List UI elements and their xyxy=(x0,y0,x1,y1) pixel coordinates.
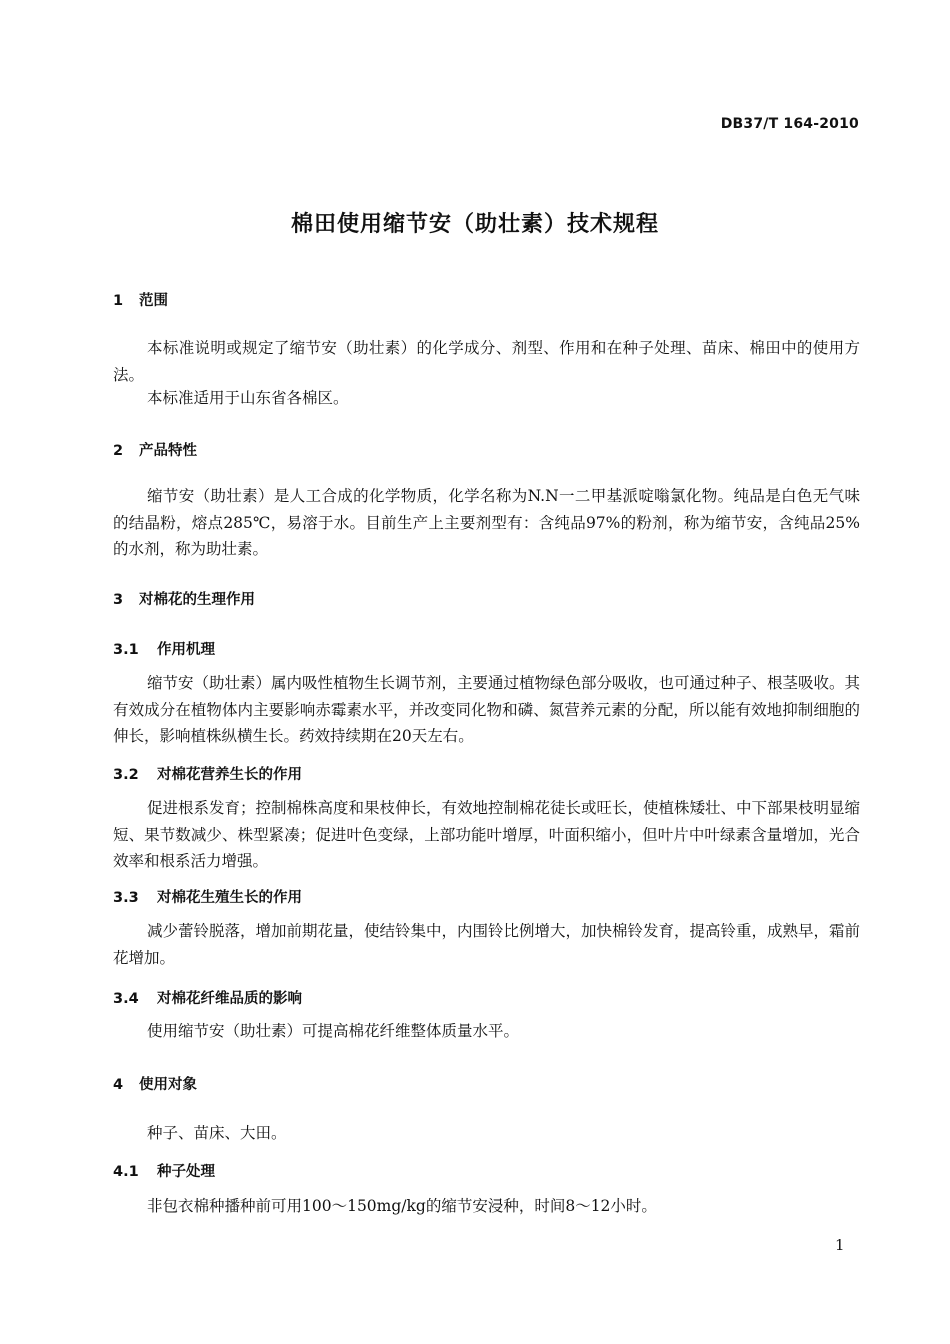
subsection-heading-4-1 xyxy=(113,1160,215,1181)
paragraph-usage-targets: 种子、苗床、大田。 xyxy=(147,1124,287,1142)
section-heading-4 xyxy=(113,1073,197,1094)
subsection-title: 作用机理 xyxy=(157,642,215,658)
section-number: 2 xyxy=(113,443,124,459)
paragraph-vegetative-growth: 促进根系发育；控制棉株高度和果枝伸长，有效地控制棉花徒长或旺长，使植株矮壮、中下部果枝明显缩短、果节数减少、株型紧凑；促进叶色变绿，上部功能叶增厚，叶面积缩小，但叶片中叶绿素含量增加，光合效率和根系活力增强。 xyxy=(113,799,861,870)
paragraph-seed-treatment: 非包衣棉种播种前可用100～150mg/kg的缩节安浸种，时间8～12小时。 xyxy=(147,1197,657,1215)
document-title: 棉田使用缩节安（助壮素）技术规程 xyxy=(290,212,659,237)
subsection-number: 3.2 xyxy=(113,767,139,783)
standard-code: DB37/T 164-2010 xyxy=(720,116,859,132)
paragraph-product-properties: 缩节安（助壮素）是人工合成的化学物质，化学名称为N.N一二甲基派啶嗡氯化物。纯品是白色无气味的结晶粉，熔点285℃，易溶于水。目前生产上主要剂型有：含纯品97%的粉剂，称为缩节安，含纯品25%的水剂，称为助壮素。 xyxy=(113,487,860,558)
subsection-number: 3.4 xyxy=(113,991,139,1007)
paragraph-fiber-quality: 使用缩节安（助壮素）可提高棉花纤维整体质量水平。 xyxy=(147,1022,520,1040)
section-title: 对棉花的生理作用 xyxy=(139,592,255,608)
paragraph-mechanism: 缩节安（助壮素）属内吸性植物生长调节剂，主要通过植物绿色部分吸收，也可通过种子、根茎吸收。其有效成分在植物体内主要影响赤霉素水平，并改变同化物和磷、氮营养元素的分配，所以能有效地抑制细胞的伸长，影响植株纵横生长。药效持续期在20天左右。 xyxy=(113,674,861,745)
section-title: 产品特性 xyxy=(139,443,197,459)
section-number: 4 xyxy=(113,1077,124,1093)
subsection-number: 3.1 xyxy=(113,642,139,658)
section-heading-1 xyxy=(113,289,168,310)
paragraph-reproductive-growth: 减少蕾铃脱落，增加前期花量，使结铃集中，内围铃比例增大，加快棉铃发育，提高铃重，成熟早，霜前花增加。 xyxy=(113,922,861,967)
section-heading-2 xyxy=(113,439,197,460)
section-heading-3 xyxy=(113,588,255,609)
subsection-title: 对棉花营养生长的作用 xyxy=(157,767,302,783)
subsection-number: 3.3 xyxy=(113,890,139,906)
section-title: 使用对象 xyxy=(139,1077,197,1093)
section-title: 范围 xyxy=(139,293,168,309)
section-number: 3 xyxy=(113,592,124,608)
subsection-heading-3-1 xyxy=(113,638,215,659)
subsection-number: 4.1 xyxy=(113,1164,139,1180)
page-number: 1 xyxy=(835,1236,845,1254)
subsection-title: 对棉花生殖生长的作用 xyxy=(157,890,302,906)
section-number: 1 xyxy=(113,293,124,309)
subsection-title: 对棉花纤维品质的影响 xyxy=(157,991,302,1007)
subsection-heading-3-4 xyxy=(113,987,302,1008)
subsection-title: 种子处理 xyxy=(157,1164,215,1180)
paragraph-scope-1: 本标准说明或规定了缩节安（助壮素）的化学成分、剂型、作用和在种子处理、苗床、棉田中的使用方法。 xyxy=(113,339,860,384)
subsection-heading-3-2 xyxy=(113,763,302,784)
subsection-heading-3-3 xyxy=(113,886,302,907)
paragraph-scope-2: 本标准适用于山东省各棉区。 xyxy=(147,389,349,407)
